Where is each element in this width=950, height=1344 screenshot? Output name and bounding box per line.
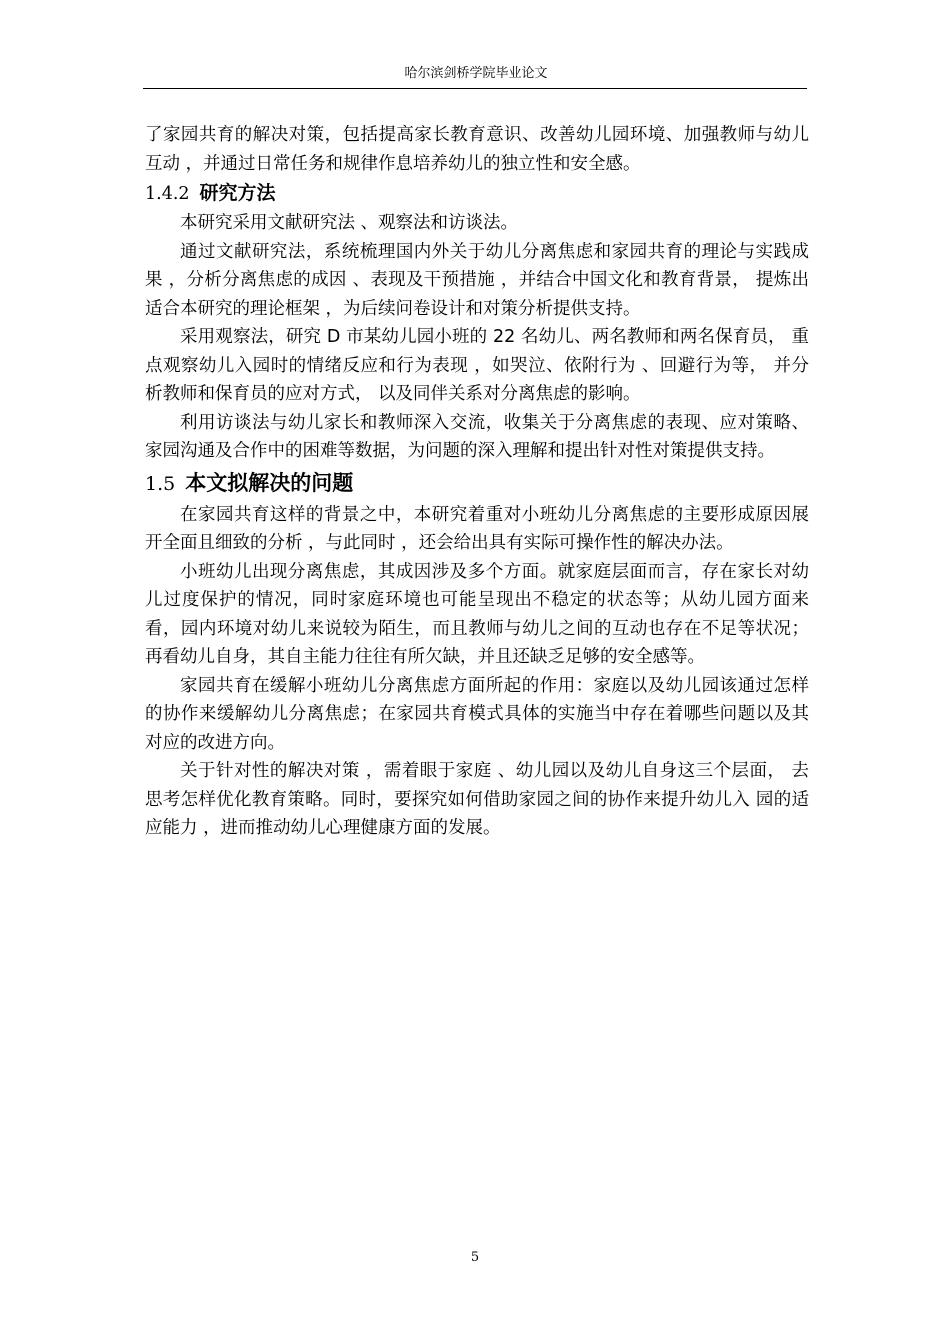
paragraph-literature-method: 通过文献研究法，系统梳理国内外关于幼儿分离焦虑和家园共育的理论与实践成果 ，分析分离焦虑的成因 、表现及干预措施 ，并结合中国文化和教育背景， 提炼出适合本研究的理论框架 ，为后续问卷设计和对策分析提供支持。 (145, 241, 809, 319)
paragraph-problem-role: 家园共育在缓解小班幼儿分离焦虑方面所起的作用：家庭以及幼儿园该通过怎样的协作来缓解幼儿分离焦虑；在家园共育模式具体的实施当中存在着哪些问题以及其对应的改进方向。 (145, 675, 809, 753)
section-title: 本文拟解决的问题 (185, 470, 354, 495)
header-rule (143, 88, 807, 89)
section-number: 1.4.2 (145, 184, 190, 204)
paragraph-problem-causes: 小班幼儿出现分离焦虑，其成因涉及多个方面。就家庭层面而言，存在家长对幼儿过度保护的情况，同时家庭环境也可能呈现出不稳定的状态等；从幼儿园方面来看，园内环境对幼儿来说较为陌生，而且教师与幼儿之间的互动也存在不足等状况；再看幼儿自身，其自主能力往往有所欠缺，并且还缺乏足够的安全感等。 (145, 561, 809, 667)
paragraph-intro: 了家园共育的解决对策，包括提高家长教育意识、改善幼儿园环境、加强教师与幼儿互动 ，并通过日常任务和规律作息培养幼儿的独立性和安全感。 (145, 125, 809, 174)
paragraph-problem-intro: 在家园共育这样的背景之中，本研究着重对小班幼儿分离焦虑的主要形成原因展开全面且细致的分析 ，与此同时 ，还会给出具有实际可操作性的解决办法。 (145, 504, 809, 553)
paragraph-method-overview: 本研究采用文献研究法 、观察法和访谈法。 (180, 213, 519, 233)
paragraph-observation-method: 采用观察法，研究 D 市某幼儿园小班的 22 名幼儿、两名教师和两名保育员， 重点观察幼儿入园时的情绪反应和行为表现 ，如哭泣、依附行为 、回避行为等， 并分析教师和保育员的应对方式， 以及同伴关系对分离焦虑的影响。 (145, 327, 809, 404)
section-number: 1.5 (145, 472, 176, 495)
paragraph-problem-solutions: 关于针对性的解决对策 ，需着眼于家庭 、幼儿园以及幼儿自身这三个层面， 去思考怎样优化教育策略。同时，要探究如何借助家园之间的协作来提升幼儿入 园的适应能力 ，进而推动幼儿心理健康方面的发展。 (145, 761, 809, 838)
body-text (145, 121, 809, 843)
running-header: 哈尔滨剑桥学院毕业论文 (404, 66, 548, 81)
section-heading-1-5 (145, 466, 809, 501)
paragraph-interview-method: 利用访谈法与幼儿家长和教师深入交流，收集关于分离焦虑的表现、应对策略、家园沟通及合作中的困难等数据，为问题的深入理解和提出针对性对策提供支持。 (145, 412, 809, 461)
section-heading-1-4-2 (145, 178, 809, 209)
page-number: 5 (470, 1250, 480, 1265)
section-title: 研究方法 (199, 182, 276, 204)
